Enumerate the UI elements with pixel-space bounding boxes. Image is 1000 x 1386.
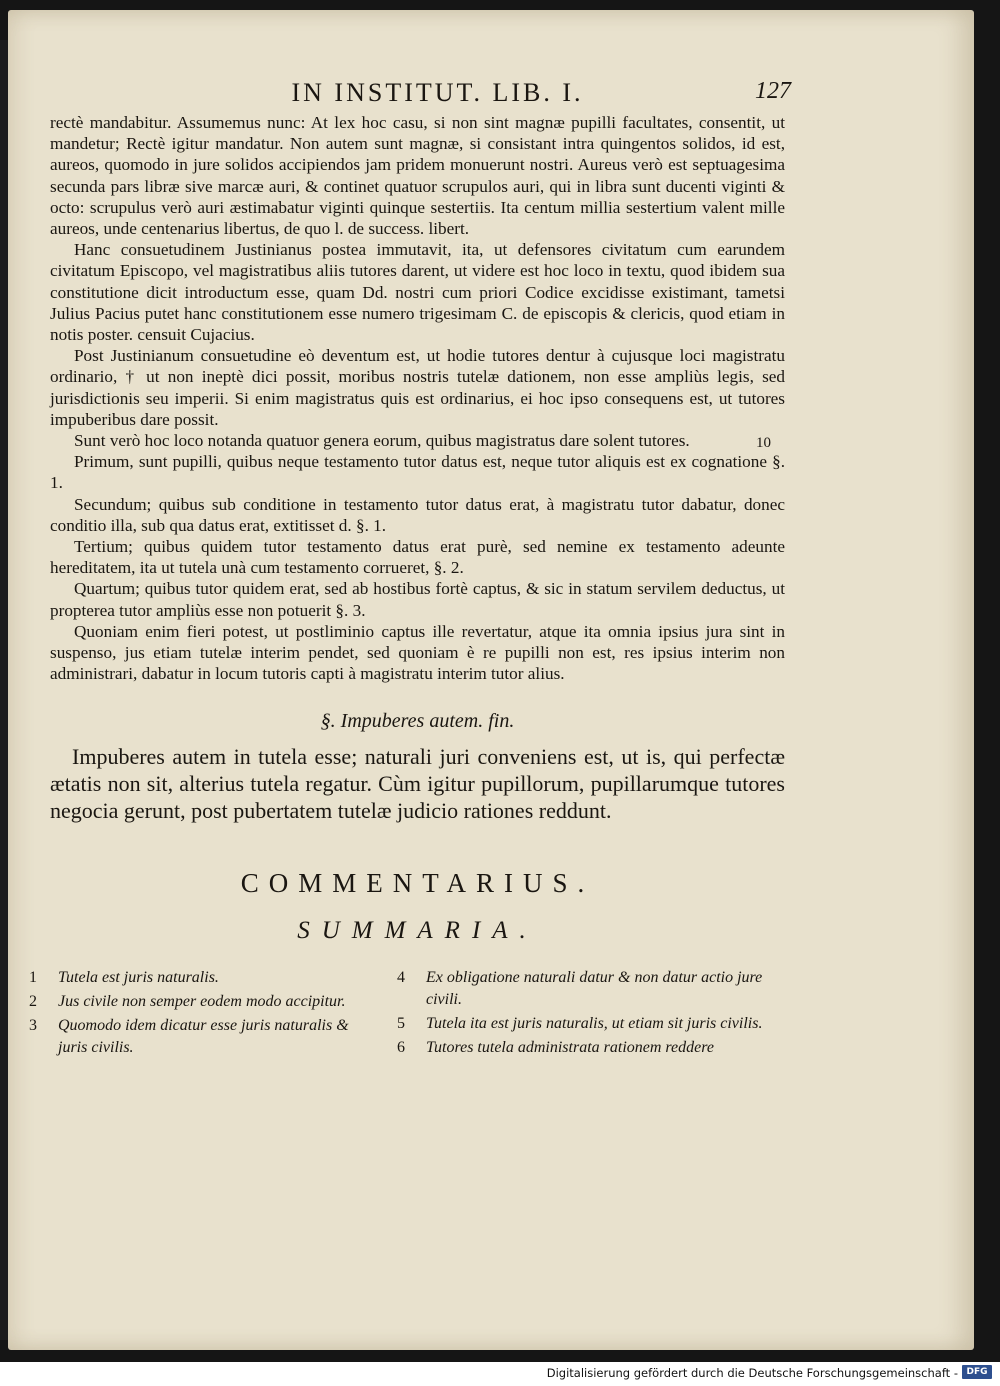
summaria-number: 3 (29, 1017, 37, 1035)
summaria-item (22, 991, 374, 1013)
summaria-item (22, 1015, 374, 1059)
summaria-item (390, 1037, 790, 1059)
summaria-column-left (22, 967, 374, 1061)
summaria-number: 2 (29, 993, 37, 1011)
summaria-column-right (390, 967, 790, 1061)
paragraph: rectè mandabitur. Assumemus nunc: At lex hoc casu, si non sint magnæ pupilli facultates, consentit, ut mandetur; Rectè igitur mandatur. Non autem sunt magnæ, si consistant intra quingentos solidos, id est, aureos, quomodo in jure solidos accipiendos jam pridem monuerunt nostri. Aureus verò est septuagesima secunda pars libræ sive marcæ auri, & continet quatuor scrupulos auri, qui in libra sunt ducenti viginti & octo: scrupulus verò auri æstimabatur viginti quinque sestertiis. Ita centum millia sestertium valent mille aureos, unde centenarius libertus, de quo l. de success. libert. (50, 113, 785, 239)
summaria-number: 4 (397, 969, 405, 987)
footer-credit: Digitalisierung gefördert durch die Deutsche Forschungsgemeinschaft - (546, 1366, 958, 1380)
summaria-number: 1 (29, 969, 37, 987)
summaria-text: Tutela ita est juris naturalis, ut etiam sit juris civilis. (426, 1015, 763, 1033)
running-head (50, 78, 791, 112)
law-text (50, 743, 785, 824)
law-paragraph: Impuberes autem in tutela esse; naturali juri conveniens est, ut is, qui perfectæ ætatis non sit, alterius tutela regatur. Cùm igitur pupillorum, pupillarumque tutores negocia gerunt, post pubertatem tutelæ judicio rationes reddunt. (50, 744, 785, 824)
footer-bar (0, 1362, 1000, 1386)
paragraph: Sunt verò hoc loco notanda quatuor genera eorum, quibus magistratus dare solent tutores. (74, 431, 690, 451)
summaria-number: 6 (397, 1039, 405, 1057)
summaria-text: Ex obligatione naturali datur & non datur actio jure civili. (426, 969, 763, 1009)
summaria-list (29, 967, 785, 1107)
dfg-logo-icon: DFG (962, 1365, 992, 1379)
paragraph: Post Justinianum consuetudine eò deventum est, ut hodie tutores dentur à cujusque loci magistratu ordinario, † ut non ineptè dici possit, moribus nostris tutelæ dationem, non esse ampliùs legis, sed jurisdictionis seu imperii. Si enim magistratus quis est ordinarius, ei hoc ipso consequens est, ut tutores impuberibus dare possit. (50, 346, 785, 429)
section-title: §. Impuberes autem. fin. (320, 710, 515, 733)
paragraph: Quartum; quibus tutor quidem erat, sed ab hostibus fortè captus, & sic in statum servilem deductus, ut propterea tutor ampliùs esse non potuerit §. 3. (50, 579, 785, 620)
page-content (29, 78, 791, 1107)
summaria-item (22, 967, 374, 989)
paragraph: Secundum; quibus sub conditione in testamento tutor datus erat, à magistratu tutor dabatur, donec conditio illa, sub qua datus erat, extitisset d. §. 1. (50, 494, 785, 535)
paragraph: Tertium; quibus quidem tutor testamento datus erat purè, sed nemine ex testamento adeunte hereditatem, ita ut tutela unà cum testamento corrueret, §. 2. (50, 537, 785, 578)
paragraph: Quoniam enim fieri potest, ut postliminio captus ille revertatur, atque ita omnia ipsius jura sint in suspenso, jus etiam tutelæ interim pendet, sed quoniam è re pupilli non est, res ipsius interim non administrari, dabatur in locum tutoris capti à magistratu interim tutor alius. (50, 621, 785, 684)
summaria-text: Tutores tutela administrata rationem reddere (426, 1039, 714, 1057)
commentarius-heading: COMMENTARIUS. (240, 868, 595, 899)
book-edge (0, 40, 8, 1340)
margin-note-10: 10 (756, 435, 771, 451)
summaria-heading: SUMMARIA. (297, 917, 538, 945)
summaria-text: Quomodo idem dicatur esse juris naturalis & juris civilis. (58, 1017, 349, 1057)
paragraph: Primum, sunt pupilli, quibus neque testamento tutor datus est, neque tutor aliquis est ex cognatione §. 1. (50, 452, 785, 493)
summaria-number: 5 (397, 1015, 405, 1033)
commentary-text (50, 112, 785, 684)
summaria-item (390, 1013, 790, 1035)
summaria-text: Jus civile non semper eodem modo accipitur. (58, 993, 346, 1011)
summaria-text: Tutela est juris naturalis. (58, 969, 219, 987)
paragraph: Hanc consuetudinem Justinianus postea immutavit, ita, ut defensores civitatum cum earundem civitatum Episcopo, vel magistratibus aliis tutores darent, ut videre est hoc loco in textu, quod ibidem sua constitutione dicit introductum esse, quam Dd. nostri cum priori Codice excidisse existimant, tametsi Julius Pacius putet hanc constitutionem esse numero trigesimam C. de episcopis & clericis, quod etiam in notis poster. censuit Cujacius. (50, 240, 785, 345)
summaria-item (390, 967, 790, 1011)
running-title: IN INSTITUT. LIB. I. (291, 78, 584, 107)
page-number: 127 (755, 78, 791, 104)
